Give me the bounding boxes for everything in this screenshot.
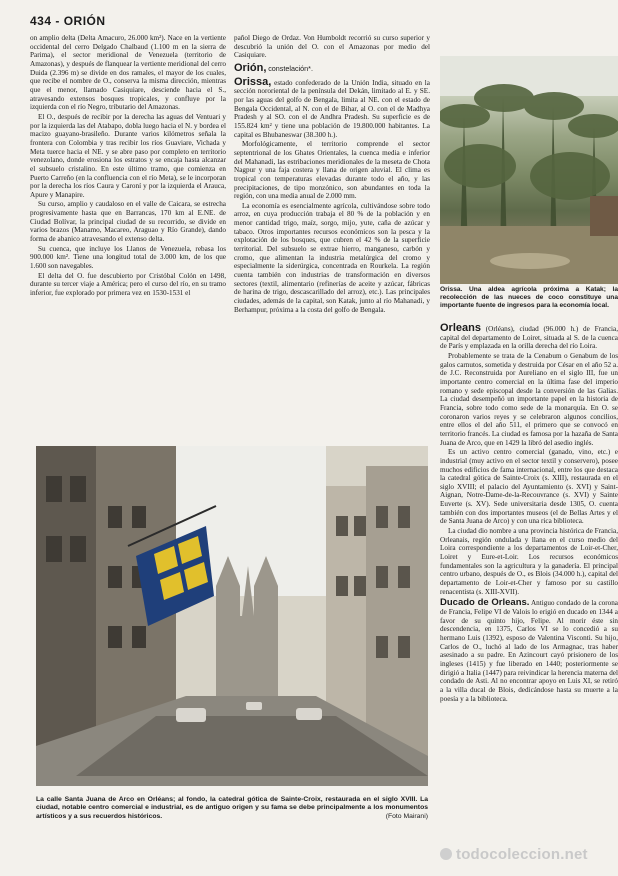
entry-title-orissa: Orissa,: [234, 75, 272, 88]
photo-street: [36, 446, 428, 786]
entry-ducado: [440, 599, 618, 703]
watermark-logo-icon: [440, 848, 452, 860]
text-column-1: [30, 34, 226, 476]
paragraph: La economía es esencialmente agrícola, cultivándose sobre todo arroz, en cuya producción trabaja el 80 % de la población y en menor cantidad trigo, maíz, sorgo, mijo, yute, caña de azúcar y tabaco. Otros importantes recursos económicos son la pesca y la explotación de los bosques, que cubren el 42 % de la superficie territorial. Del subsuelo se extrae hierro, manganeso, carbón y cromo, que alimentan la industria metalúrgica del cromo y especialmente la siderúrgica, concentrada en Rourkela. La región cuenta también con industrias de transformación en diversos sectores (textil, alimentario (refinerías de aceite y azúcar, fábricas de harina de trigo, descascarillado del arroz), etc.). Las principales ciudades, además de la capital, son Katak, junto al río Mahanadi, y Berhampur, próxima a la costa del golfo de Bengala.: [234, 201, 430, 314]
entry-lead-orleans: (Orléans), ciudad (96.000 h.) de Francia, capital del departamento de Loiret, situada al S. de la cuenca de París y emplazada en la orilla derecha del río Loira.: [440, 325, 618, 351]
page-header: [30, 14, 106, 28]
watermark: [440, 846, 588, 863]
photo-caption-street: [36, 796, 428, 821]
entry-title-orleans: Orleans: [440, 322, 481, 334]
paragraph: El O., después de recibir por la derecha las aguas del Ventuari y por la izquierda las del Atabapo, dobla luego hacia el N. y bordea el macizo guayano-brasileño. Durante varios kilómetros señala la frontera con Colombia y tras recibir los ríos Guaviare, Vichada y Meta tuerce hacia el NE. y se abre paso por completo en territorio venezolano, donde erosiona los estratos y se encaja hasta alcanzar el subsuelo cristalino. En este último tramo, que comienza en Puerto Carreño (en la confluencia con el río Meta), se le incorporan por la derecha los ríos Caura y Caroní y por la izquierda el Arauca, Apure y Manapire.: [30, 112, 226, 199]
section-title: ORIÓN: [63, 14, 106, 28]
entry-orion: [234, 61, 430, 74]
header-separator: -: [55, 14, 60, 28]
entry-title-ducado: Ducado de Orleans.: [440, 597, 530, 609]
paragraph: Morfológicamente, el territorio comprende el sector septentrional de los Ghates Orientales, la cuenca media e inferior del Mahanadi, las estribaciones meridionales de la meseta de Chota Nagpur y una faja costera y llana de origen aluvial. El clima es tropical con temperaturas elevadas durante todo el año, y las precipitaciones, de tipo monzónico, son abundantes en toda la región, con una media anual de 2.000 mm.: [234, 140, 430, 201]
paragraph: pañol Diego de Ordaz. Von Humboldt recorrió su curso superior y descubrió la unión del O. con el Amazonas por medio del Casiquiare.: [234, 34, 430, 60]
paragraph: estado confederado de la Unión India, situado en la sección nororiental de la península del Dekán, limitado al E. y SE. por las aguas del golfo de Bengala, limita al NE. con el estado de Bengala Occidental, al N. con el de Bihar, al O. con el de Madhya Pradesh y al SO. con el de Andhra Pradesh. Su superficie es de 155.824 km² y tiene una población de 19.800.000 habitantes. La capital es Bhubaneswar (38.300 h.).: [234, 78, 430, 139]
text-column-3: [440, 322, 618, 812]
paragraph: La ciudad dio nombre a una provincia histórica de Francia, Orleanais, región ondulada y llana en el curso medio del Loira correspondiente a los departamentos de Loir-et-Cher, Loiret y Eure-et-Loir. Los recursos económicos fundamentales son la agricultura y la ganadería. El principal centro urbano, después de O., es Blois (34.000 h.), capital del departamento de Loir-et-Cher y famoso por su castillo renacentista (s. XIII-XVII).: [440, 527, 618, 596]
paragraph: Antiguo condado de la corona de Francia, Felipe VI de Valois lo erigió en ducado en 1344 a favor de su quinto hijo, Felipe. Al morir éste sin descendencia, en 1375, Carlos VI se lo concedió a su hermano Luis (1392), esposo de Valentina Visconti. Su hijo, Carlos de O., luchó al lado de los Armagnac, tras haber asesinado a su padre. En Azincourt cayó prisionero de los ingleses (1415) y fue liberado en 1440; posteriormente se dirigió a Italia (1447) para reivindicar la herencia materna del condado de Asti. Al no encontrar apoyo en Luis XI, se retiró a la villa ducal de Blois, dedicándose hasta su muerte a la poesía y a la biblioteca.: [440, 599, 618, 703]
caption-text: La calle Santa Juana de Arco en Orléans; al fondo, la catedral gótica de Sainte-Croix, restaurada en el siglo XVIII. La ciudad, notable centro comercial e industrial, es de antiguo origen y su fama se debe principalmente a los monumentos artísticos y a sus recuerdos históricos.: [36, 796, 428, 820]
paragraph: El delta del O. fue descubierto por Cristóbal Colón en 1498, durante su tercer viaje a América; pero el curso del río, en su tramo inferior, fue explorado por primera vez en 1530-1531 el: [30, 271, 226, 298]
paragraph: Su curso, amplio y caudaloso en el valle de Caicara, se estrecha progresivamente hasta que en Barrancas, 170 km al E.NE. de Ciudad Bolívar, la principal ciudad de su recorrido, se divide en varios brazos (Manamo, Macareo, Araguao y Río Grande), dando forma de abanico atravesando el extenso delta.: [30, 200, 226, 244]
photo-village: [440, 56, 618, 284]
paragraph: Es un activo centro comercial (ganado, vino, etc.) e industrial (muy activo en el sector textil y conservero), posee muchos edificios de fama internacional, entre los que destaca la catedral gótica de Sainte-Croix (s. XIII), restaurada en el siglo XVIII; el palacio del Ayuntamiento (s. XVI) y Saint-Aignan, Notre-Dame-de-la-Recouvrance (s. XVI) y Sainte Euverte (s. XV). Sede universitaria desde 1305, O. cuenta también con dos importantes museos (el de Bellas Artes y el de Santa Juana de Arco) y con una rica biblioteca.: [440, 448, 618, 526]
page-number: 434: [30, 14, 52, 28]
text-column-2: [234, 34, 430, 476]
village-photo-illustration: [440, 56, 618, 284]
street-photo-illustration: [36, 446, 428, 786]
watermark-text: todocoleccion.net: [456, 846, 588, 863]
entry-orissa: [234, 75, 430, 140]
entry-text-orion: constelación*.: [268, 63, 313, 73]
paragraph: Probablemente se trata de la Cenabum o Genabum de los galos carnutos, sometida y destruida por César en el año 52 a. de J.C. Reconstruida por Aureliano en el siglo III, fue un importante centro comercial en la última fase del imperio romano y sede episcopal desde la conversión de las Galias. La ciudad desempeñó un importante papel en la historia de Francia, sobre todo como sede de la monarquía. En O. se coronaron varios reyes y se celebraron algunos concilios, entre ellos el del año 511, el primero que se convocó en territorio francés. La ciudad es famosa por la hazaña de Santa Juana de Arco, que en 1429 la libró del asedio inglés.: [440, 351, 618, 447]
photo-credit: (Foto Mairani): [385, 812, 428, 820]
paragraph: on amplio delta (Delta Amacuro, 26.000 km²). Nace en la vertiente occidental del cerro Delgado Chalbaud (1.100 m en la sierra de Parima), el sector meridional de Venezuela (territorio de Amazonas), y después de flanquear la vertiente meridional del cerro Duida (2.396 m) se divide en dos ramales, el mayor de los cuales, que recibe el nombre de O., conserva la misma dirección, mientras que el menor, llamado Casiquiare, desciende hacia el S., atravesando extensos bosques tropicales, y confluye por la izquierda con el río Negro, tributario del Amazonas.: [30, 34, 226, 112]
entry-title-orion: Orión,: [234, 61, 267, 74]
entry-orleans: [440, 324, 618, 351]
photo-caption-village: Orissa. Una aldea agrícola próxima a Katak; la recolección de las nueces de coco constituye una importante fuente de ingresos para la economía local.: [440, 286, 618, 309]
paragraph: Su cuenca, que incluye los Llanos de Venezuela, rebasa los 900.000 km². Tiene una longitud total de 3.000 km, de los que 1.600 son navegables.: [30, 244, 226, 271]
